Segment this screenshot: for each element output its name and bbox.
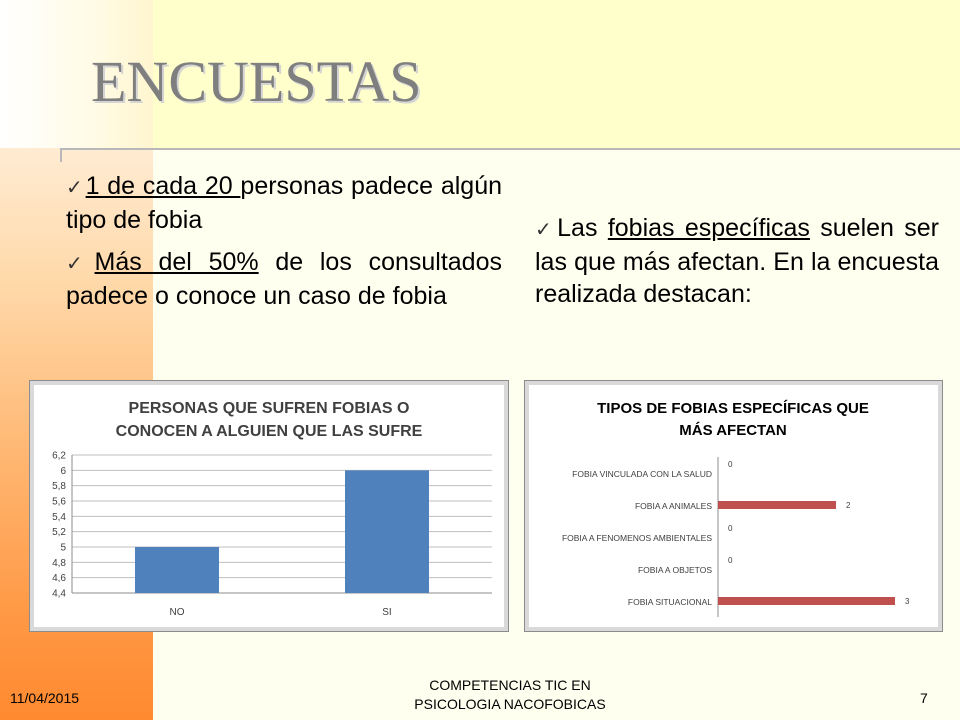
y-tick-label: 5,8 [52, 481, 66, 493]
y-tick-label: 4,8 [52, 557, 66, 569]
category-label: FOBIA A OBJETOS [637, 565, 712, 575]
data-label: 0 [728, 524, 733, 533]
checkmark-icon: ✓ [66, 177, 84, 199]
left-bullet-list [66, 170, 502, 322]
bar-4 [718, 597, 895, 605]
bullet-text-before: Las [557, 214, 608, 242]
y-tick-label: 5,6 [52, 496, 66, 508]
chart-title: CONOCEN A ALGUIEN QUE LAS SUFRE [115, 423, 423, 440]
category-label: FOBIA SITUACIONAL [627, 597, 712, 607]
footer-center-text [330, 676, 690, 714]
data-label: 0 [728, 556, 733, 565]
data-label: 0 [728, 460, 733, 469]
title-divider-line [60, 148, 960, 150]
footer-line-1: COMPETENCIAS TIC EN [429, 677, 591, 693]
x-tick-label: NO [169, 607, 185, 618]
y-tick-label: 6,2 [52, 450, 66, 462]
bullet-highlight: Más del 50% [94, 248, 259, 276]
bar-1 [718, 501, 836, 509]
chart-title: MÁS AFECTAN [679, 422, 787, 439]
y-tick-label: 5,2 [52, 527, 66, 539]
y-tick-label: 6 [60, 465, 66, 477]
y-tick-label: 4,4 [52, 588, 66, 600]
y-tick-label: 5 [60, 542, 66, 554]
chart-title: PERSONAS QUE SUFREN FOBIAS O [128, 400, 410, 417]
bullet-text: de los consultados padece o conoce un caso de fobia [66, 248, 502, 310]
category-label: FOBIA A FENOMENOS AMBIENTALES [561, 533, 712, 543]
data-label: 2 [846, 501, 851, 510]
footer-line-2: PSICOLOGIA NACOFOBICAS [414, 696, 606, 712]
slide-title: ENCUESTAS [91, 49, 422, 114]
bar-no [135, 547, 219, 593]
bullet-text-after: suelen ser las que más afectan. En la encuesta realizada destacan: [535, 214, 939, 308]
category-label: FOBIA VINCULADA CON LA SALUD [572, 469, 712, 479]
bullet-item-3 [535, 212, 939, 310]
bullet-highlight: fobias específicas [607, 214, 810, 242]
bullet-item-2 [66, 246, 502, 312]
y-tick-label: 4,6 [52, 573, 66, 585]
chart-tipos-fobias [524, 380, 943, 632]
bullet-item-1 [66, 170, 502, 236]
bullet-highlight: 1 de cada 20 [85, 172, 241, 200]
y-tick-label: 5,4 [52, 511, 66, 523]
bar-si [345, 470, 429, 593]
chart2-svg [525, 381, 942, 631]
chart1-svg [30, 381, 508, 631]
footer-page-number: 7 [920, 690, 928, 706]
right-bullet-list [535, 212, 939, 320]
data-label: 3 [905, 597, 910, 606]
divider-tick [60, 150, 62, 162]
category-label: FOBIA A ANIMALES [634, 501, 712, 511]
checkmark-icon: ✓ [66, 253, 93, 275]
chart-title: TIPOS DE FOBIAS ESPECÍFICAS QUE [597, 400, 869, 417]
footer-date: 11/04/2015 [10, 690, 80, 706]
checkmark-icon: ✓ [535, 219, 556, 241]
x-tick-label: SI [382, 607, 392, 618]
chart-personas-fobias [29, 380, 509, 632]
bullet-text: personas padece algún tipo de fobia [66, 172, 502, 234]
